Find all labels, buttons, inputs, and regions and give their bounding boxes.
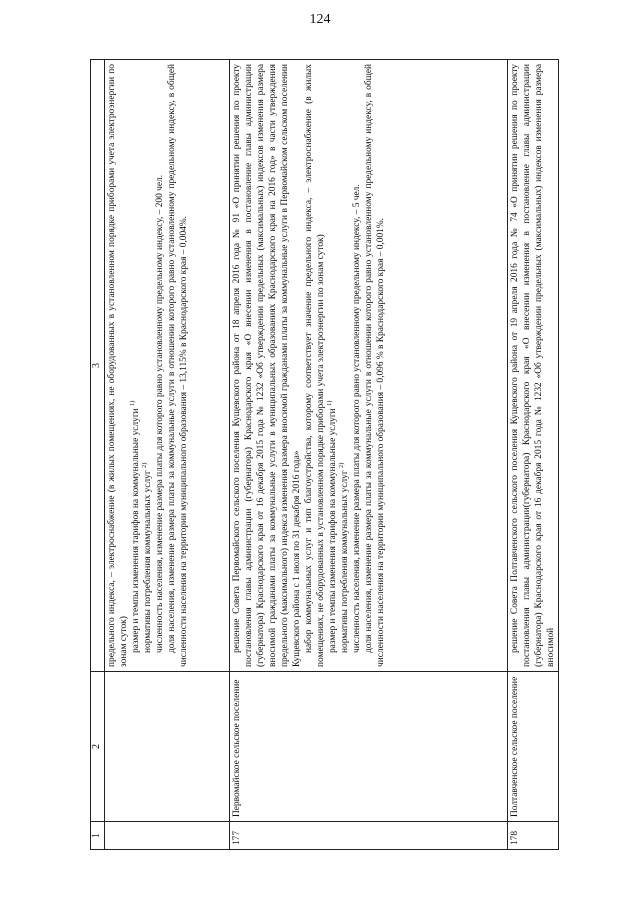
decision-text: решение Совета Первомайского сельского поселения Кущевского района от 18 апреля 2016 года № 91 «О принятии решения по проекту постановления главы администрации (губернатора) Краснодарского края «О внесении изменения в постановление главы администрации (губернатора) Краснодарского края от 16 декабря 2015 года № 1232 «Об утверждении предельных (максимальных) индексов изменения размера вносимой гражданами платы за коммунальные услуги в муниципальных образованиях Краснодарского края на 2016 год» в части утверждения предельного (максимального) индекса изменения размера вносимой гражданами платы за коммунальные услуги в Первомайском сельском поселении Кущевского района с 1 июля по 31 декабря 2016 года» [232,64,303,667]
decision-text: решение Совета Полтавченского сельского поселения Кущевского района от 19 апреля 2016 года № 74 «О принятии решения по проекту постановления главы администрации(губернатора) Краснодарского края «О внесении изменения в постановление главы администрации (губернатора) Краснодарского края от 16 декабря 2015 года № 1232 «Об утверждении предельных (максимальных) индексов изменения размера вносимой [510,64,557,667]
settlement-name-cell: Полтавченское сельское поселение [508,672,559,822]
tariff-text: размер и темпы изменения тарифов на коммунальные услуги $^{1)}$ [326,400,339,653]
continued-line: численность населения, изменение размера платы для которого равно установленному предельному индексу, – 200 чел. [155,174,166,653]
table-row-continued [105,60,230,850]
rotated-table-container [90,60,557,850]
settlement-name-cell: Первомайское сельское поселение [230,672,508,822]
row-number-cell [105,822,230,850]
header-col-2: 2 [91,672,105,822]
population-text: численность населения, изменение размера платы для которого равно установленному предельному индексу, – 5 чел. [352,184,363,653]
continued-line: нормативы потребления коммунальных услуг $^{2)}$ [140,462,154,653]
description-cell [230,60,508,672]
continued-line: размер и темпы изменения тарифов на коммунальные услуги $^{1)}$ [128,400,142,653]
share-text: доля населения, изменение размера платы за коммунальные услуги в отношении которого равно установленному предельному индексу, в общей численности населения на территории муниципального образования – 0,096 % в Краснодарского края – 0,001%. [364,64,387,667]
continued-line: предельного индекса, – электроснабжение (в жилых помещениях, не оборудованных в установленном порядке приборами учета электроэнергии по зонам суток) [107,64,130,667]
row-number-cell: 177 [230,822,508,850]
table-header-row [91,60,105,850]
header-col-1: 1 [91,822,105,850]
settlement-name-cell [105,672,230,822]
continued-line: доля населения, изменение размера платы за коммунальные услуги в отношении которого равно установленному предельному индексу, в общей численности населения на территории муниципального образования – 13,115% в Краснодарского края – 0,004%. [167,64,190,667]
services-text: набор коммунальных услуг и тип благоустройства, которому соответствует значение предельного индекса, – электроснабжение (в жилых помещениях, не оборудованных в установленном порядке приборами учета электроэнергии по зонам суток) [304,64,327,667]
description-cell [105,60,230,672]
description-cell [508,60,559,672]
table-row [508,60,559,850]
table-row [230,60,508,850]
page-number: 124 [309,12,331,27]
header-col-3: 3 [91,60,105,672]
indices-table [90,59,559,850]
row-number-cell: 178 [508,822,559,850]
norms-text: нормативы потребления коммунальных услуг $^{2)}$ [338,462,351,653]
